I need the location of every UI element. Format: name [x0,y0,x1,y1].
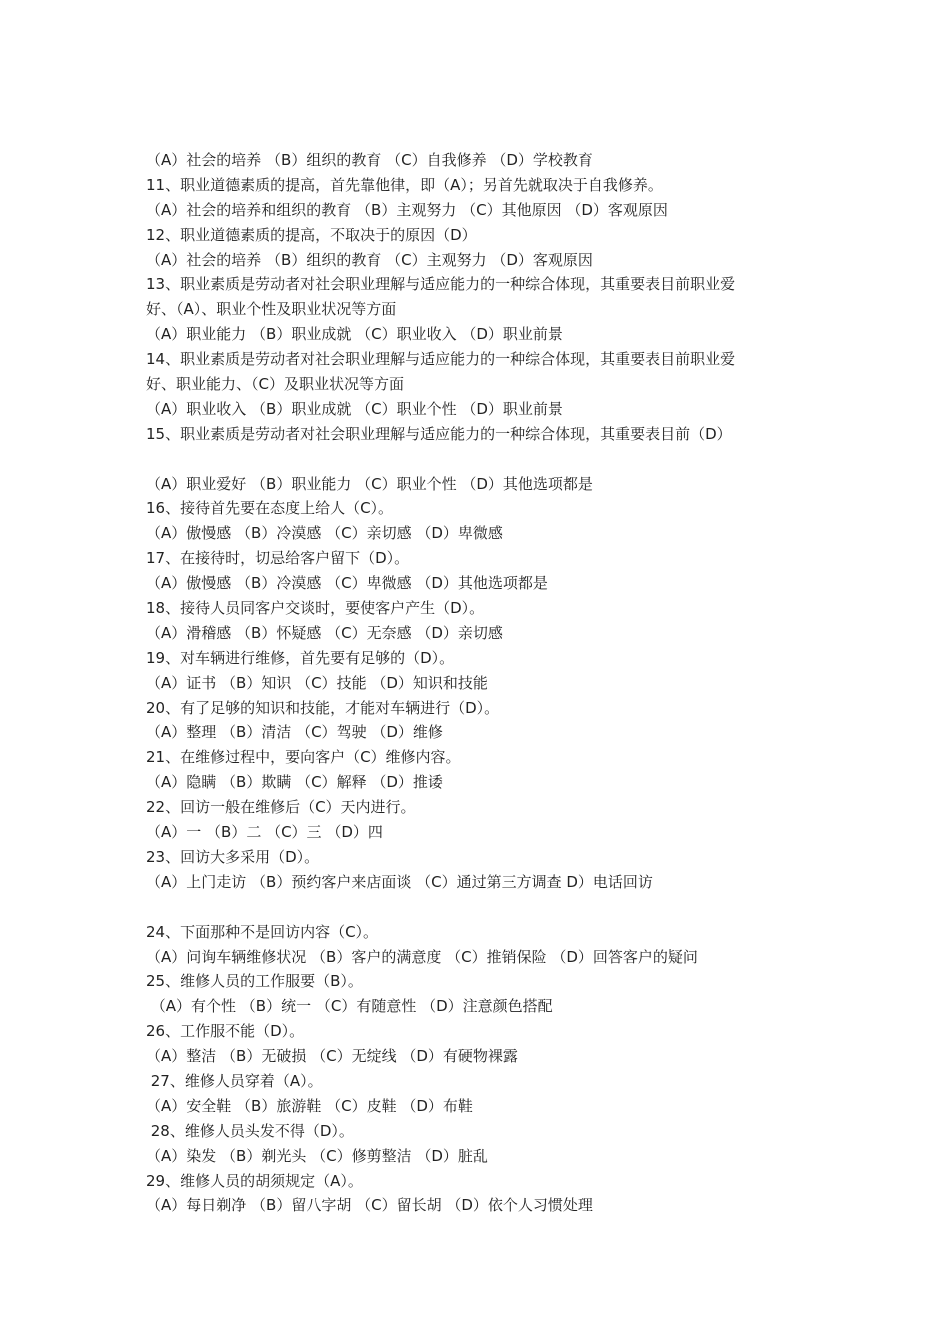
text-line: （A）职业收入 （B）职业成就 （C）职业个性 （D）职业前景 [146,399,563,418]
text-line: （A）整洁 （B）无破损 （C）无绽线 （D）有硬物裸露 [146,1047,518,1066]
text-line: 29、维修人员的胡须规定（A）。 [146,1171,363,1190]
text-line: 22、回访一般在维修后（C）天内进行。 [146,798,416,817]
text-line: 19、对车辆进行维修，首先要有足够的（D）。 [146,648,455,667]
text-line: 20、有了足够的知识和技能，才能对车辆进行（D）。 [146,698,500,717]
text-line: 25、维修人员的工作服要（B）。 [146,972,363,991]
text-line: 13、职业素质是劳动者对社会职业理解与适应能力的一种综合体现，其重要表目前职业爱 [146,275,736,294]
text-line: （A）傲慢感 （B）冷漠感 （C）卑微感 （D）其他选项都是 [146,574,548,593]
text-line: （A）问询车辆维修状况 （B）客户的满意度 （C）推销保险 （D）回答客户的疑问 [146,947,698,966]
text-line: （A）职业能力 （B）职业成就 （C）职业收入 （D）职业前景 [146,325,563,344]
text-line: 26、工作服不能（D）。 [146,1022,305,1041]
text-line: （A）社会的培养和组织的教育 （B）主观努力 （C）其他原因 （D）客观原因 [146,200,668,219]
text-line: 23、回访大多采用（D）。 [146,847,320,866]
text-line: （A）一 （B）二 （C）三 （D）四 [146,823,383,842]
text-line: （A）滑稽感 （B）怀疑感 （C）无奈感 （D）亲切感 [146,623,503,642]
blank-line [146,895,846,920]
text-line: （A）社会的培养 （B）组织的教育 （C）自我修养 （D）学校教育 [146,151,593,169]
text-line: 24、下面那种不是回访内容（C）。 [146,922,379,941]
text-line: （A）每日剃净 （B）留八字胡 （C）留长胡 （D）依个人习惯处理 [146,1196,593,1215]
text-line: 15、职业素质是劳动者对社会职业理解与适应能力的一种综合体现，其重要表目前（D） [146,424,732,443]
text-line: （A）职业爱好 （B）职业能力 （C）职业个性 （D）其他选项都是 [146,474,593,493]
text-line: 好、职业能力、（C）及职业状况等方面 [146,375,404,394]
blank-line [146,447,846,472]
text-line: （A）隐瞒 （B）欺瞒 （C）解释 （D）推诿 [146,773,443,792]
text-line: 27、维修人员穿着（A）。 [146,1071,323,1090]
text-line: 14、职业素质是劳动者对社会职业理解与适应能力的一种综合体现，其重要表目前职业爱 [146,350,736,369]
text-line: 18、接待人员同客户交谈时，要使客户产生（D）。 [146,599,485,618]
text-line: 12、职业道德素质的提高，不取决于的原因（D） [146,225,477,244]
text-line: （A）傲慢感 （B）冷漠感 （C）亲切感 （D）卑微感 [146,524,503,543]
text-line: （A）整理 （B）清洁 （C）驾驶 （D）维修 [146,723,443,742]
document-body [146,148,846,1218]
text-line: （A）证书 （B）知识 （C）技能 （D）知识和技能 [146,673,488,692]
text-line: 28、维修人员头发不得（D）。 [146,1121,354,1140]
text-line: （A）染发 （B）剃光头 （C）修剪整洁 （D）脏乱 [146,1146,488,1165]
text-line: （A）有个性 （B）统一 （C）有随意性 （D）注意颜色搭配 [146,997,553,1016]
text-line: 17、在接待时，切忌给客户留下（D）。 [146,549,410,568]
text-line: （A）安全鞋 （B）旅游鞋 （C）皮鞋 （D）布鞋 [146,1096,473,1115]
text-line: （A）上门走访 （B）预约客户来店面谈 （C）通过第三方调查 D）电话回访 [146,872,653,891]
text-line: 好、（A）、职业个性及职业状况等方面 [146,300,397,319]
text-line: 16、接待首先要在态度上给人（C）。 [146,499,394,518]
text-line: （A）社会的培养 （B）组织的教育 （C）主观努力 （D）客观原因 [146,250,593,269]
text-line: 11、职业道德素质的提高，首先靠他律，即（A）；另首先就取决于自我修养。 [146,175,663,194]
text-line: 21、在维修过程中，要向客户（C）维修内容。 [146,748,461,767]
